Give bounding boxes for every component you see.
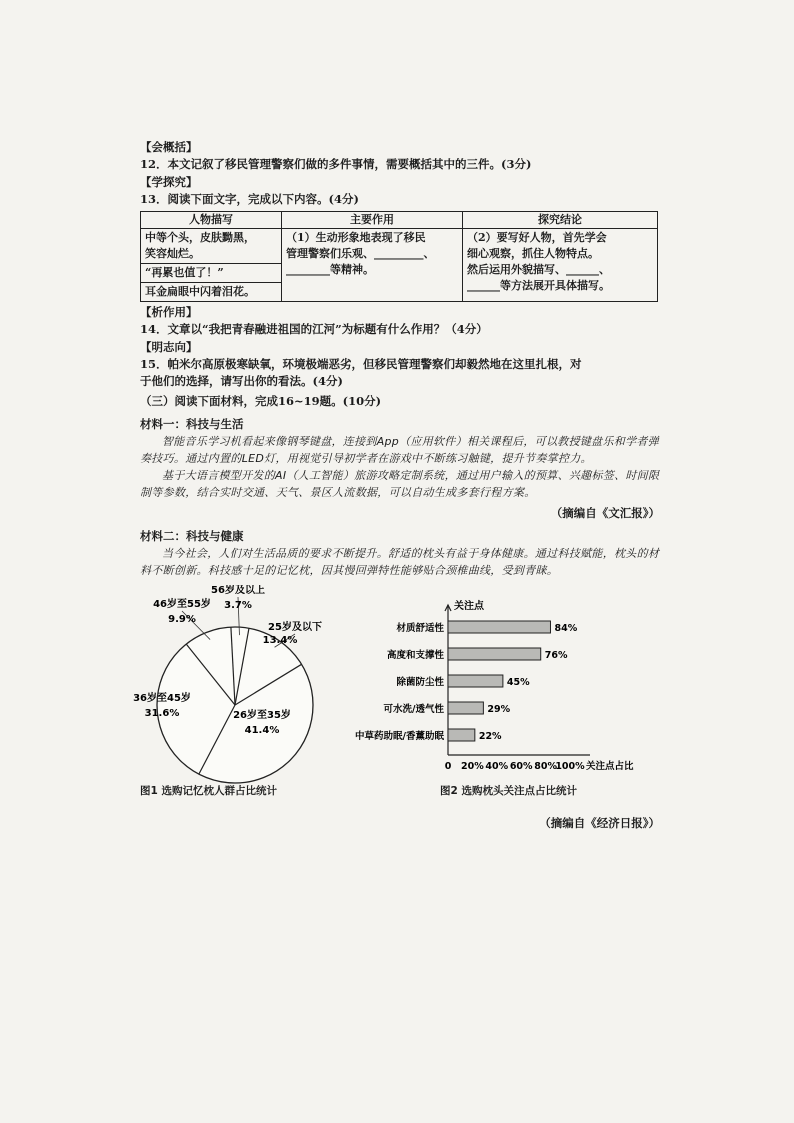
question-12: 12．本文记叙了移民管理警察们做的多件事情，需要概括其中的三件。(3分) bbox=[140, 157, 532, 171]
table-header: 人物描写 bbox=[141, 212, 282, 229]
pie-slice-value: 9.9% bbox=[168, 614, 196, 625]
section-aspiration: 【明志向】 bbox=[140, 340, 198, 354]
bar-value-label: 29% bbox=[487, 704, 511, 715]
table-cell-conclusion bbox=[463, 229, 658, 302]
table-line: 然后运用外貌描写、______、 bbox=[467, 263, 610, 276]
material-2-paragraph-1: 当今社会，人们对生活品质的要求不断提升。舒适的枕头有益于身体健康。通过科技赋能，枕头的材料不断创新。科技感十足的记忆枕，因其慢回弹特性能够贴合颈椎曲线，受到青睐。 bbox=[140, 547, 660, 577]
bar-value-label: 84% bbox=[554, 623, 578, 634]
table-line: 管理警察们乐观、_________、 bbox=[286, 247, 435, 260]
bar bbox=[448, 729, 475, 741]
x-axis-label: 关注点占比 bbox=[586, 761, 634, 772]
table-header: 探究结论 bbox=[463, 212, 658, 229]
table-header: 主要作用 bbox=[282, 212, 463, 229]
pie-chart bbox=[130, 585, 360, 800]
table-line: 细心观察，抓住人物特点。 bbox=[467, 247, 599, 260]
x-tick-label: 40% bbox=[485, 761, 509, 772]
section-analyze: 【析作用】 bbox=[140, 305, 198, 319]
question-13: 13．阅读下面文字，完成以下内容。(4分) bbox=[140, 192, 359, 206]
pie-slice-value: 31.6% bbox=[144, 708, 180, 719]
material-2-source: （摘编自《经济日报》） bbox=[539, 816, 660, 830]
pie-slice-label: 36岁至45岁 bbox=[133, 693, 191, 704]
x-tick-label: 100% bbox=[555, 761, 585, 772]
pie-slice-value: 3.7% bbox=[224, 600, 252, 611]
question-15-line-1: 15．帕米尔高原极寒缺氧，环境极端恶劣，但移民管理警察们却毅然地在这里扎根，对 bbox=[140, 357, 582, 371]
material-1-paragraph-2: 基于大语言模型开发的AI（人工智能）旅游攻略定制系统，通过用户输入的预算、兴趣标签、时间限制等参数，结合实时交通、天气、景区人流数据，可以自动生成多套行程方案。 bbox=[140, 469, 660, 499]
x-tick-label: 60% bbox=[509, 761, 533, 772]
pie-slice-value: 13.4% bbox=[262, 635, 298, 646]
bar-value-label: 22% bbox=[478, 731, 502, 742]
pie-slice-value: 41.4% bbox=[244, 725, 280, 736]
bar-chart bbox=[340, 585, 660, 785]
question-15-line-2: 于他们的选择，请写出你的看法。(4分) bbox=[140, 374, 343, 388]
category-label: 可水洗/透气性 bbox=[383, 704, 444, 715]
x-tick-label: 0 bbox=[444, 761, 452, 772]
bar bbox=[448, 648, 541, 660]
table-line: （2）要写好人物，首先学会 bbox=[467, 231, 607, 244]
table-line: 笑容灿烂。 bbox=[145, 247, 200, 260]
exam-page bbox=[133, 138, 660, 838]
material-2-title: 材料二：科技与健康 bbox=[140, 529, 244, 543]
x-tick-label: 20% bbox=[461, 761, 484, 772]
bar bbox=[448, 675, 503, 687]
pie-chart-title: 图1 选购记忆枕人群占比统计 bbox=[140, 785, 277, 797]
section-explore: 【学探究】 bbox=[140, 175, 198, 189]
table-line: （1）生动形象地表现了移民 bbox=[286, 231, 426, 244]
charts-area bbox=[133, 585, 660, 805]
x-tick-label: 80% bbox=[534, 761, 557, 772]
bar-value-label: 76% bbox=[544, 650, 568, 661]
pie-slice-label: 56岁及以上 bbox=[211, 585, 265, 596]
category-label: 材质舒适性 bbox=[396, 623, 444, 634]
category-label: 中草药助眠/香薰助眠 bbox=[355, 731, 444, 742]
bar bbox=[448, 702, 483, 714]
material-1-source: （摘编自《文汇报》） bbox=[550, 506, 660, 520]
bar-chart-title: 图2 选购枕头关注点占比统计 bbox=[440, 785, 577, 797]
category-label: 高度和支撑性 bbox=[386, 650, 444, 661]
table-cell-function bbox=[282, 229, 463, 302]
question-13-table bbox=[140, 211, 658, 302]
table-line: 耳金扁眼中闪着泪花。 bbox=[145, 285, 255, 298]
category-label: 除菌防尘性 bbox=[396, 677, 444, 688]
table-line: ________等精神。 bbox=[286, 263, 374, 276]
bar-value-label: 45% bbox=[506, 677, 530, 688]
table-cell-description bbox=[141, 229, 282, 302]
section-summary: 【会概括】 bbox=[140, 140, 198, 154]
bar bbox=[448, 621, 550, 633]
material-1-paragraph-1: 智能音乐学习机看起来像钢琴键盘，连接到App（应用软件）相关课程后，可以教授键盘乐和学者弹奏技巧。通过内置的LED灯，用视觉引导初学者在游戏中不断练习触键，提升节奏掌控力。 bbox=[140, 435, 659, 465]
table-line: 中等个头，皮肤黝黑， bbox=[145, 231, 255, 244]
table-line: ______等方法展开具体描写。 bbox=[467, 279, 610, 292]
question-14: 14．文章以“我把青春融进祖国的江河”为标题有什么作用？（4分） bbox=[140, 322, 488, 336]
y-axis-label: 关注点 bbox=[454, 601, 484, 612]
table-line: “再累也值了！” bbox=[141, 264, 281, 283]
pie-slice-label: 26岁至35岁 bbox=[233, 710, 291, 721]
pie-slice-label: 46岁至55岁 bbox=[153, 599, 211, 610]
part-3-heading: （三）阅读下面材料，完成16~19题。(10分) bbox=[140, 394, 382, 408]
material-1-title: 材料一：科技与生活 bbox=[140, 417, 244, 431]
pie-slice-label: 25岁及以下 bbox=[268, 622, 322, 633]
